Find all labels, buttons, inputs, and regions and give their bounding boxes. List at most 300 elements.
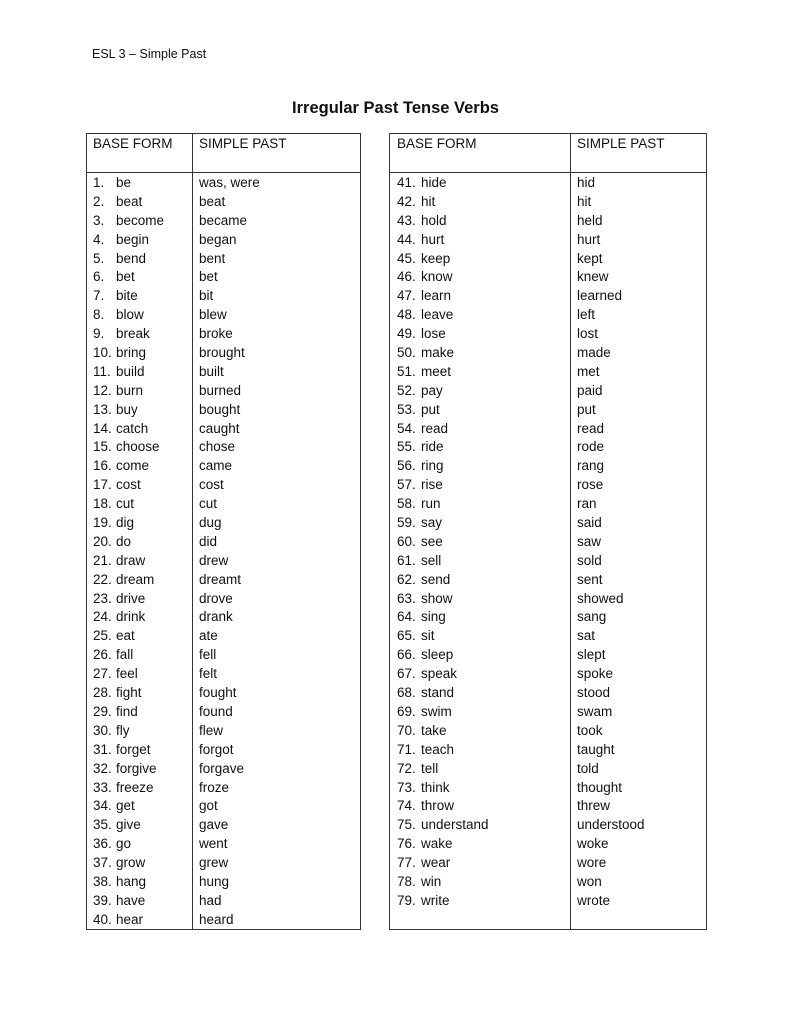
verb-base-form: rise bbox=[421, 477, 443, 493]
verb-row bbox=[87, 533, 360, 552]
verb-simple-past: did bbox=[199, 533, 218, 549]
verb-base-form: stand bbox=[421, 685, 455, 701]
verb-simple-past: bent bbox=[199, 250, 226, 266]
verb-number: 2. bbox=[93, 193, 105, 209]
verb-base-form: sit bbox=[421, 628, 435, 644]
verb-simple-past: came bbox=[199, 458, 233, 474]
verb-simple-past: cut bbox=[199, 496, 218, 512]
verb-number: 58. bbox=[397, 496, 416, 512]
verb-row bbox=[87, 382, 360, 401]
verb-simple-past: forgot bbox=[199, 741, 234, 757]
verb-number: 27. bbox=[93, 666, 112, 682]
column-header-simple-past: SIMPLE PAST bbox=[199, 136, 287, 151]
verb-row bbox=[390, 627, 706, 646]
verb-base-form: bet bbox=[116, 269, 135, 285]
verb-number: 60. bbox=[397, 533, 416, 549]
verb-row bbox=[87, 174, 360, 193]
verb-simple-past: fought bbox=[199, 685, 237, 701]
verb-base-form: say bbox=[421, 515, 443, 531]
column-header-base-form: BASE FORM bbox=[397, 136, 477, 151]
verb-base-form: send bbox=[421, 571, 451, 587]
verb-simple-past: beat bbox=[199, 193, 226, 209]
verb-number: 57. bbox=[397, 477, 416, 493]
verb-base-form: dream bbox=[116, 571, 155, 587]
verb-number: 8. bbox=[93, 307, 105, 323]
verb-simple-past: sold bbox=[577, 552, 602, 568]
verb-row bbox=[390, 325, 706, 344]
verb-base-form: cut bbox=[116, 496, 135, 512]
verb-base-form: hold bbox=[421, 212, 447, 228]
verb-table-right bbox=[389, 133, 707, 930]
verb-row bbox=[87, 892, 360, 911]
verb-number: 3. bbox=[93, 212, 105, 228]
verb-number: 51. bbox=[397, 363, 416, 379]
verb-simple-past: knew bbox=[577, 269, 609, 285]
verb-simple-past: hurt bbox=[577, 231, 601, 247]
verb-row bbox=[390, 854, 706, 873]
verb-base-form: take bbox=[421, 722, 447, 738]
verb-number: 42. bbox=[397, 193, 416, 209]
verb-row bbox=[87, 287, 360, 306]
verb-number: 56. bbox=[397, 458, 416, 474]
verb-simple-past: hit bbox=[577, 193, 592, 209]
verb-row bbox=[390, 495, 706, 514]
page-title: Irregular Past Tense Verbs bbox=[292, 99, 499, 117]
verb-simple-past: flew bbox=[199, 722, 224, 738]
verb-base-form: win bbox=[421, 873, 442, 889]
verb-simple-past: dreamt bbox=[199, 571, 242, 587]
verb-number: 52. bbox=[397, 382, 416, 398]
verb-number: 43. bbox=[397, 212, 416, 228]
verb-row bbox=[390, 571, 706, 590]
verb-simple-past: was, were bbox=[199, 175, 260, 190]
verb-base-form: ride bbox=[421, 439, 444, 455]
verb-base-form: give bbox=[116, 817, 141, 833]
verb-number: 37. bbox=[93, 855, 112, 871]
verb-row bbox=[390, 646, 706, 665]
verb-base-form: hide bbox=[421, 175, 447, 190]
verb-simple-past: sent bbox=[577, 571, 603, 587]
verb-number: 68. bbox=[397, 685, 416, 701]
verb-row bbox=[87, 363, 360, 382]
verb-number: 9. bbox=[93, 326, 105, 342]
verb-number: 70. bbox=[397, 722, 416, 738]
verb-row bbox=[390, 250, 706, 269]
column-header-base-form: BASE FORM bbox=[93, 136, 173, 151]
verb-number: 38. bbox=[93, 873, 112, 889]
verb-row bbox=[87, 816, 360, 835]
verb-simple-past: wore bbox=[577, 855, 607, 871]
verb-row bbox=[390, 835, 706, 854]
verb-simple-past: slept bbox=[577, 647, 606, 663]
verb-row bbox=[87, 438, 360, 457]
verb-number: 59. bbox=[397, 515, 416, 531]
verb-simple-past: began bbox=[199, 231, 237, 247]
verb-row bbox=[87, 306, 360, 325]
verb-row bbox=[390, 779, 706, 798]
verb-number: 14. bbox=[93, 420, 112, 436]
verb-base-form: show bbox=[421, 590, 453, 606]
verb-number: 7. bbox=[93, 288, 105, 304]
verb-rows bbox=[87, 174, 360, 930]
verb-number: 47. bbox=[397, 288, 416, 304]
verb-number: 73. bbox=[397, 779, 416, 795]
verb-row bbox=[87, 873, 360, 892]
verb-base-form: build bbox=[116, 363, 145, 379]
verb-simple-past: burned bbox=[199, 382, 242, 398]
verb-number: 16. bbox=[93, 458, 112, 474]
verb-base-form: become bbox=[116, 212, 165, 228]
verb-simple-past: sat bbox=[577, 628, 596, 644]
verb-number: 10. bbox=[93, 345, 112, 361]
verb-simple-past: hid bbox=[577, 175, 596, 190]
verb-row bbox=[87, 665, 360, 684]
verb-number: 28. bbox=[93, 685, 112, 701]
verb-base-form: go bbox=[116, 836, 132, 852]
verb-simple-past: cost bbox=[199, 477, 224, 493]
verb-simple-past: grew bbox=[199, 855, 229, 871]
verb-simple-past: drove bbox=[199, 590, 233, 606]
verb-row bbox=[390, 590, 706, 609]
verb-row bbox=[390, 684, 706, 703]
verb-row bbox=[87, 722, 360, 741]
verb-simple-past: rose bbox=[577, 477, 604, 493]
verb-row bbox=[390, 873, 706, 892]
verb-row bbox=[390, 174, 706, 193]
verb-row bbox=[390, 608, 706, 627]
verb-row bbox=[390, 476, 706, 495]
verb-row bbox=[390, 268, 706, 287]
verb-base-form: run bbox=[421, 496, 441, 512]
verb-simple-past: lost bbox=[577, 326, 599, 342]
verb-base-form: drive bbox=[116, 590, 146, 606]
verb-row bbox=[87, 627, 360, 646]
verb-base-form: hit bbox=[421, 193, 436, 209]
verb-number: 45. bbox=[397, 250, 416, 266]
verb-number: 62. bbox=[397, 571, 416, 587]
verb-table-left bbox=[86, 133, 361, 930]
verb-base-form: choose bbox=[116, 439, 160, 455]
column-header-simple-past: SIMPLE PAST bbox=[577, 136, 665, 151]
verb-number: 29. bbox=[93, 703, 112, 719]
verb-base-form: meet bbox=[421, 363, 452, 379]
verb-number: 39. bbox=[93, 892, 112, 908]
verb-simple-past: bet bbox=[199, 269, 218, 285]
verb-base-form: be bbox=[116, 175, 132, 190]
verb-base-form: sleep bbox=[421, 647, 454, 663]
verb-base-form: know bbox=[421, 269, 453, 285]
verb-base-form: do bbox=[116, 533, 132, 549]
verb-simple-past: rang bbox=[577, 458, 605, 474]
verb-simple-past: hung bbox=[199, 873, 230, 889]
verb-base-form: drink bbox=[116, 609, 146, 625]
verb-number: 78. bbox=[397, 873, 416, 889]
verb-row bbox=[87, 608, 360, 627]
verb-base-form: fly bbox=[116, 722, 130, 738]
verb-row bbox=[87, 476, 360, 495]
verb-simple-past: woke bbox=[577, 836, 609, 852]
document-header: ESL 3 – Simple Past bbox=[92, 47, 207, 61]
verb-simple-past: taught bbox=[577, 741, 615, 757]
verb-row bbox=[87, 514, 360, 533]
verb-row bbox=[390, 760, 706, 779]
verb-simple-past: met bbox=[577, 363, 600, 379]
verb-simple-past: made bbox=[577, 345, 611, 361]
verb-base-form: forgive bbox=[116, 760, 157, 776]
verb-row bbox=[390, 438, 706, 457]
verb-row bbox=[390, 382, 706, 401]
verb-row bbox=[390, 363, 706, 382]
verb-simple-past: stood bbox=[577, 685, 611, 701]
verb-number: 66. bbox=[397, 647, 416, 663]
verb-number: 64. bbox=[397, 609, 416, 625]
verb-row bbox=[87, 250, 360, 269]
verb-row bbox=[87, 268, 360, 287]
verb-simple-past: built bbox=[199, 363, 224, 379]
verb-base-form: swim bbox=[421, 703, 452, 719]
verb-number: 67. bbox=[397, 666, 416, 682]
verb-row bbox=[390, 552, 706, 571]
verb-base-form: have bbox=[116, 892, 146, 908]
verb-simple-past: gave bbox=[199, 817, 229, 833]
verb-row bbox=[87, 231, 360, 250]
verb-number: 11. bbox=[93, 363, 111, 379]
verb-row bbox=[390, 816, 706, 835]
verb-row bbox=[390, 401, 706, 420]
verb-number: 63. bbox=[397, 590, 416, 606]
verb-base-form: tell bbox=[421, 760, 439, 776]
verb-number: 32. bbox=[93, 760, 112, 776]
verb-simple-past: sang bbox=[577, 609, 607, 625]
verb-number: 53. bbox=[397, 401, 416, 417]
verb-number: 6. bbox=[93, 269, 105, 285]
verb-simple-past: left bbox=[577, 307, 596, 323]
verb-base-form: see bbox=[421, 533, 443, 549]
verb-number: 22. bbox=[93, 571, 112, 587]
verb-base-form: come bbox=[116, 458, 150, 474]
verb-number: 74. bbox=[397, 798, 416, 814]
verb-base-form: freeze bbox=[116, 779, 154, 795]
verb-number: 55. bbox=[397, 439, 416, 455]
verb-simple-past: thought bbox=[577, 779, 623, 795]
verb-number: 21. bbox=[93, 552, 112, 568]
verb-simple-past: paid bbox=[577, 382, 603, 398]
verb-row bbox=[87, 325, 360, 344]
verb-base-form: put bbox=[421, 401, 440, 417]
verb-simple-past: blew bbox=[199, 307, 227, 323]
verb-base-form: ring bbox=[421, 458, 444, 474]
verb-number: 36. bbox=[93, 836, 112, 852]
verb-number: 12. bbox=[93, 382, 112, 398]
verb-row bbox=[87, 590, 360, 609]
verb-simple-past: became bbox=[199, 212, 248, 228]
verb-number: 17. bbox=[93, 477, 112, 493]
verb-number: 69. bbox=[397, 703, 416, 719]
header-divider bbox=[390, 172, 706, 173]
verb-row bbox=[87, 911, 360, 930]
verb-row bbox=[87, 760, 360, 779]
verb-simple-past: drew bbox=[199, 552, 229, 568]
verb-simple-past: had bbox=[199, 892, 222, 908]
verb-number: 13. bbox=[93, 401, 112, 417]
verb-base-form: dig bbox=[116, 515, 135, 531]
verb-number: 79. bbox=[397, 892, 416, 908]
verb-simple-past: heard bbox=[199, 911, 234, 927]
verb-row bbox=[87, 646, 360, 665]
verb-base-form: break bbox=[116, 326, 150, 342]
verb-row bbox=[87, 193, 360, 212]
verb-base-form: fall bbox=[116, 647, 134, 663]
verb-base-form: teach bbox=[421, 741, 455, 757]
header-divider bbox=[87, 172, 360, 173]
verb-simple-past: wrote bbox=[577, 892, 611, 908]
verb-number: 61. bbox=[397, 552, 416, 568]
verb-base-form: get bbox=[116, 798, 135, 814]
verb-base-form: leave bbox=[421, 307, 454, 323]
verb-number: 65. bbox=[397, 628, 416, 644]
verb-number: 23. bbox=[93, 590, 112, 606]
verb-simple-past: ate bbox=[199, 628, 218, 644]
verb-simple-past: went bbox=[199, 836, 228, 852]
verb-base-form: speak bbox=[421, 666, 458, 682]
verb-base-form: draw bbox=[116, 552, 146, 568]
verb-rows bbox=[390, 174, 706, 911]
verb-number: 31. bbox=[93, 741, 112, 757]
verb-row bbox=[390, 797, 706, 816]
verb-base-form: sing bbox=[421, 609, 446, 625]
verb-row bbox=[87, 495, 360, 514]
verb-base-form: hang bbox=[116, 873, 147, 889]
verb-number: 75. bbox=[397, 817, 416, 833]
verb-simple-past: rode bbox=[577, 439, 605, 455]
verb-base-form: lose bbox=[421, 326, 446, 342]
verb-base-form: cost bbox=[116, 477, 141, 493]
verb-base-form: catch bbox=[116, 420, 149, 436]
verb-row bbox=[87, 835, 360, 854]
verb-base-form: wear bbox=[421, 855, 451, 871]
verb-number: 15. bbox=[93, 439, 112, 455]
verb-row bbox=[390, 420, 706, 439]
verb-number: 54. bbox=[397, 420, 416, 436]
verb-simple-past: brought bbox=[199, 345, 245, 361]
verb-base-form: hear bbox=[116, 911, 144, 927]
verb-base-form: find bbox=[116, 703, 138, 719]
verb-row bbox=[390, 306, 706, 325]
verb-simple-past: said bbox=[577, 515, 602, 531]
verb-base-form: blow bbox=[116, 307, 144, 323]
verb-row bbox=[390, 703, 706, 722]
verb-base-form: understand bbox=[421, 817, 489, 833]
verb-simple-past: swam bbox=[577, 703, 613, 719]
verb-number: 49. bbox=[397, 326, 416, 342]
verb-base-form: write bbox=[421, 892, 450, 908]
verb-base-form: sell bbox=[421, 552, 442, 568]
verb-number: 19. bbox=[93, 515, 112, 531]
verb-base-form: wake bbox=[421, 836, 453, 852]
verb-simple-past: showed bbox=[577, 590, 624, 606]
verb-number: 24. bbox=[93, 609, 112, 625]
verb-number: 77. bbox=[397, 855, 416, 871]
verb-base-form: burn bbox=[116, 382, 144, 398]
verb-row bbox=[87, 797, 360, 816]
verb-row bbox=[390, 741, 706, 760]
verb-row bbox=[390, 457, 706, 476]
verb-simple-past: kept bbox=[577, 250, 603, 266]
verb-number: 46. bbox=[397, 269, 416, 285]
verb-simple-past: chose bbox=[199, 439, 236, 455]
verb-base-form: grow bbox=[116, 855, 146, 871]
verb-base-form: make bbox=[421, 345, 455, 361]
verb-row bbox=[390, 514, 706, 533]
verb-number: 34. bbox=[93, 798, 112, 814]
verb-number: 76. bbox=[397, 836, 416, 852]
verb-number: 50. bbox=[397, 345, 416, 361]
verb-simple-past: ran bbox=[577, 496, 597, 512]
verb-base-form: learn bbox=[421, 288, 452, 304]
verb-number: 71. bbox=[397, 741, 416, 757]
verb-number: 25. bbox=[93, 628, 112, 644]
verb-row bbox=[87, 854, 360, 873]
verb-number: 48. bbox=[397, 307, 416, 323]
verb-simple-past: read bbox=[577, 420, 605, 436]
verb-number: 33. bbox=[93, 779, 112, 795]
verb-simple-past: forgave bbox=[199, 760, 245, 776]
verb-number: 1. bbox=[93, 175, 105, 190]
verb-base-form: forget bbox=[116, 741, 151, 757]
verb-simple-past: threw bbox=[577, 798, 611, 814]
verb-row bbox=[390, 193, 706, 212]
verb-row bbox=[87, 779, 360, 798]
verb-base-form: bend bbox=[116, 250, 147, 266]
verb-row bbox=[390, 665, 706, 684]
verb-simple-past: dug bbox=[199, 515, 222, 531]
verb-row bbox=[87, 552, 360, 571]
verb-simple-past: bought bbox=[199, 401, 241, 417]
verb-number: 18. bbox=[93, 496, 112, 512]
verb-number: 40. bbox=[93, 911, 112, 927]
verb-base-form: hurt bbox=[421, 231, 445, 247]
verb-row bbox=[87, 703, 360, 722]
verb-number: 41. bbox=[397, 175, 416, 190]
verb-row bbox=[87, 401, 360, 420]
verb-simple-past: saw bbox=[577, 533, 602, 549]
verb-base-form: think bbox=[421, 779, 450, 795]
verb-simple-past: got bbox=[199, 798, 218, 814]
verb-row bbox=[390, 231, 706, 250]
verb-number: 26. bbox=[93, 647, 112, 663]
verb-simple-past: put bbox=[577, 401, 596, 417]
verb-simple-past: found bbox=[199, 703, 233, 719]
verb-simple-past: understood bbox=[577, 817, 645, 833]
verb-row bbox=[390, 892, 706, 911]
verb-base-form: eat bbox=[116, 628, 135, 644]
verb-base-form: fight bbox=[116, 685, 142, 701]
verb-base-form: bite bbox=[116, 288, 138, 304]
verb-base-form: bring bbox=[116, 345, 147, 361]
verb-simple-past: told bbox=[577, 760, 599, 776]
verb-row bbox=[87, 571, 360, 590]
verb-simple-past: felt bbox=[199, 666, 218, 682]
verb-simple-past: caught bbox=[199, 420, 240, 436]
verb-base-form: keep bbox=[421, 250, 451, 266]
verb-simple-past: fell bbox=[199, 647, 217, 663]
verb-row bbox=[87, 212, 360, 231]
verb-simple-past: took bbox=[577, 722, 603, 738]
verb-base-form: feel bbox=[116, 666, 138, 682]
verb-simple-past: froze bbox=[199, 779, 230, 795]
verb-row bbox=[390, 212, 706, 231]
verb-row bbox=[390, 533, 706, 552]
